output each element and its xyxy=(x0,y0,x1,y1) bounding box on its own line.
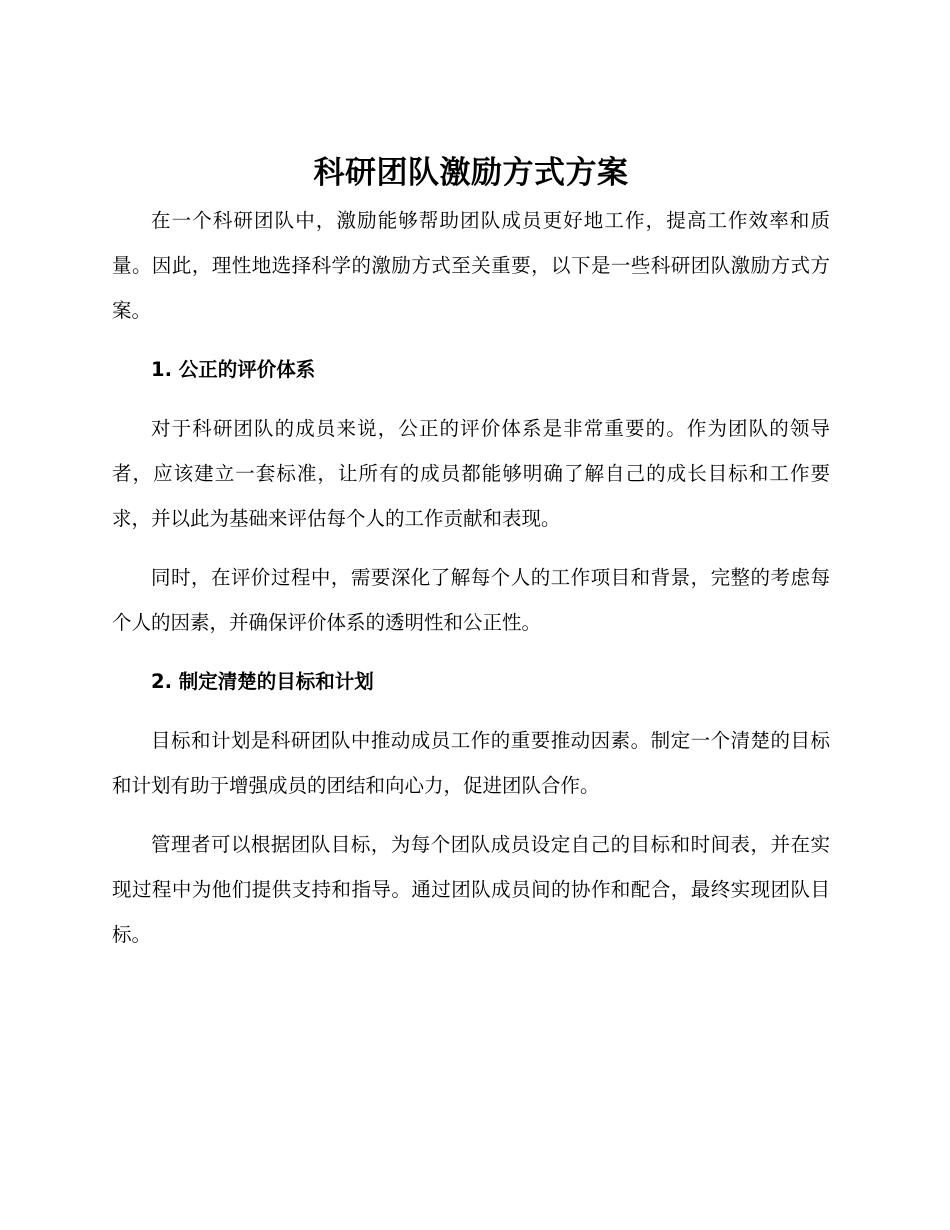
section-heading: 2. 制定清楚的目标和计划 xyxy=(151,670,374,693)
section-heading: 1. 公正的评价体系 xyxy=(151,358,316,381)
body-paragraph: 目标和计划是科研团队中推动成员工作的重要推动因素。制定一个清楚的目标和计划有助于增强成员的团结和向心力，促进团队合作。 xyxy=(112,729,830,797)
body-paragraph: 同时，在评价过程中，需要深化了解每个人的工作项目和背景，完整的考虑每个人的因素，并确保评价体系的透明性和公正性。 xyxy=(112,566,830,634)
document-page xyxy=(112,150,830,971)
body-paragraph: 管理者可以根据团队目标，为每个团队成员设定自己的目标和时间表，并在实现过程中为他们提供支持和指导。通过团队成员间的协作和配合，最终实现团队目标。 xyxy=(112,833,830,946)
document-title: 科研团队激励方式方案 xyxy=(313,155,629,191)
intro-paragraph: 在一个科研团队中，激励能够帮助团队成员更好地工作，提高工作效率和质量。因此，理性地选择科学的激励方式至关重要，以下是一些科研团队激励方式方案。 xyxy=(112,209,830,322)
body-paragraph: 对于科研团队的成员来说，公正的评价体系是非常重要的。作为团队的领导者，应该建立一套标准，让所有的成员都能够明确了解自己的成长目标和工作要求，并以此为基础来评估每个人的工作贡献和表现。 xyxy=(112,417,830,530)
